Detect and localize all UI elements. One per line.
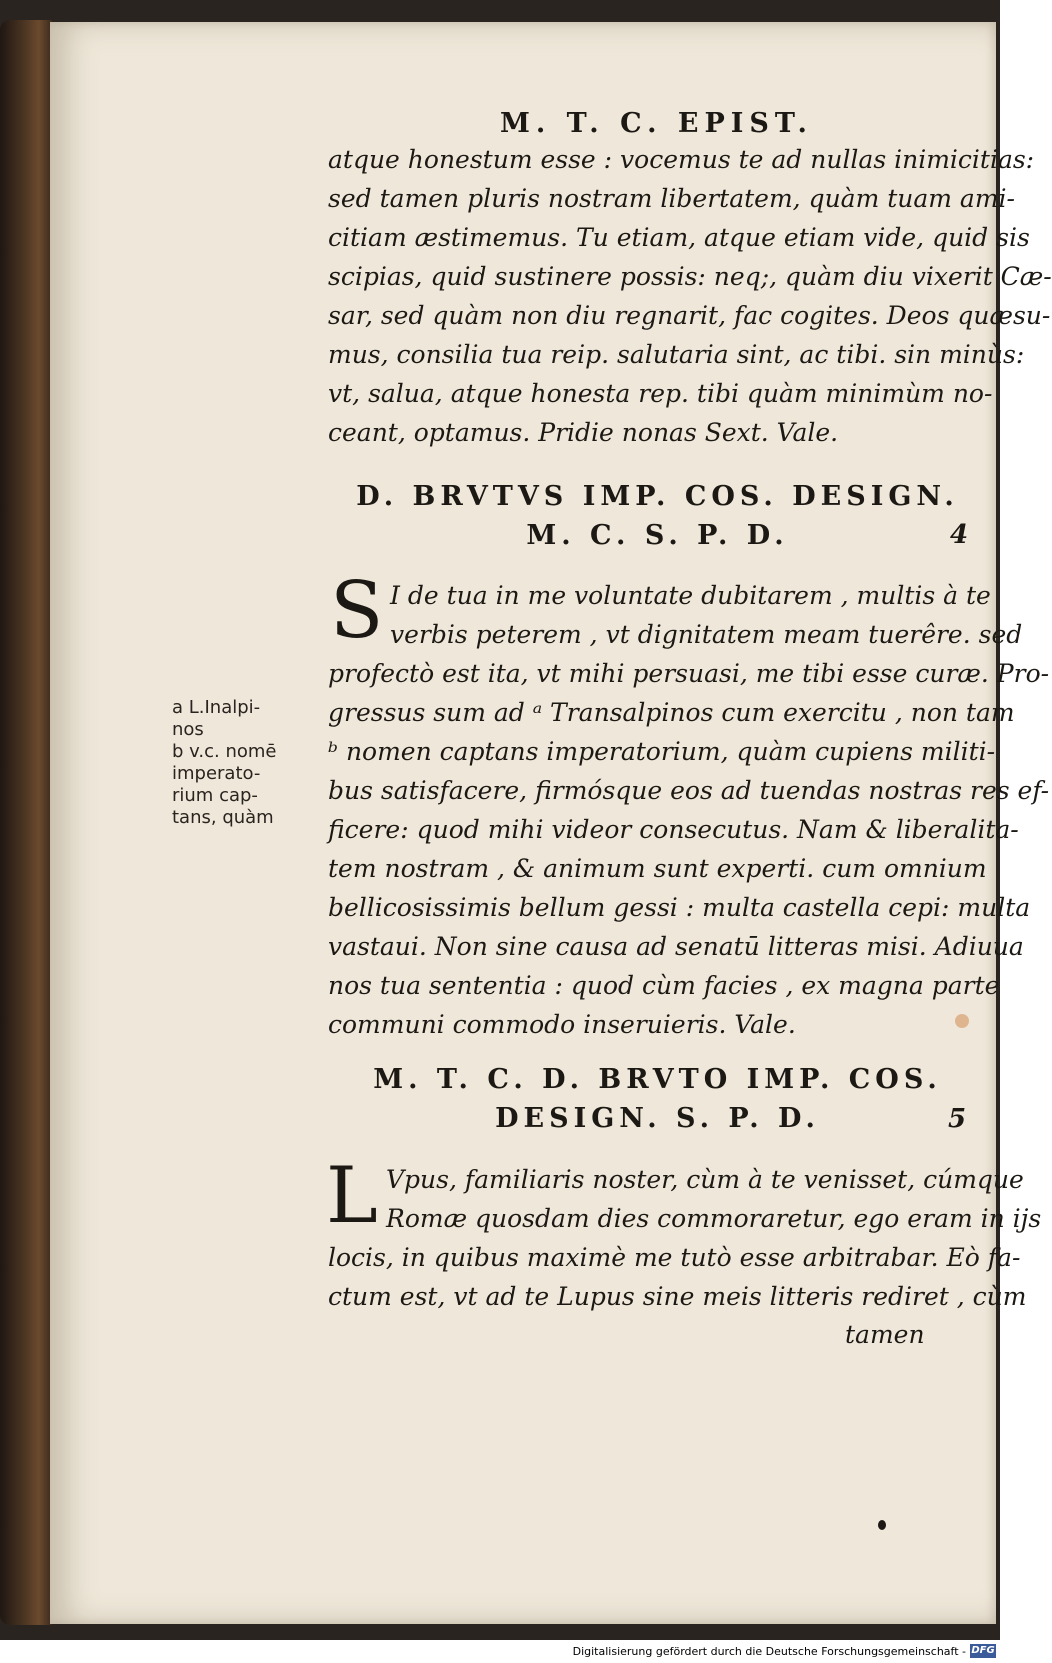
text-line: locis, in quibus maximè me tutò esse arbitrabar. Eò fa- [328,1243,1021,1272]
text-line: citiam æstimemus. Tu etiam, atque etiam vide, quid sis [328,223,1030,252]
margin-note-line: a L.Inalpi- [172,697,261,718]
letter4-text-top [390,576,1023,654]
letter4-number: 4 [950,520,969,550]
running-head: M. T. C. EPIST. [500,108,813,139]
text-line: Romæ quosdam dies commoraretur, ego eram in ijs [386,1204,1042,1233]
margin-note-line: imperato- [172,763,261,784]
text-line: verbis peterem , vt dignitatem meam tuerêre. sed [390,620,1023,649]
letter5-heading-line1: M. T. C. D. BRVTO IMP. COS. [373,1064,942,1095]
text-line: sar, sed quàm non diu regnarit, fac cogites. Deos quæsu- [328,301,1051,330]
letter5-text-top [386,1160,1042,1238]
catchword: tamen [845,1320,925,1349]
footer-credit: Digitalisierung gefördert durch die Deutsche Forschungsgemeinschaft - [572,1645,966,1658]
text-line: I de tua in me voluntate dubitarem , multis à te [390,581,991,610]
letter5-text [328,1238,1027,1316]
text-line: ceant, optamus. Pridie nonas Sext. Vale. [328,418,839,447]
text-line: ctum est, vt ad te Lupus sine meis litteris rediret , cùm [328,1282,1027,1311]
text-line: nos tua sententia : quod cùm facies , ex magna parte [328,971,1000,1000]
letter4-heading-line2: M. C. S. P. D. [526,520,789,551]
text-line: vastaui. Non sine causa ad senatū litteras misi. Adiuua [328,932,1024,961]
text-line: communi commodo inseruieris. Vale. [328,1010,796,1039]
text-line: sed tamen pluris nostram libertatem, quàm tuam ami- [328,184,1015,213]
paper-stain [955,1014,969,1028]
letter5-heading-line2: DESIGN. S. P. D. [495,1103,820,1134]
letter4-heading [345,477,970,555]
text-line: vt, salua, atque honesta rep. tibi quàm minimùm no- [328,379,993,408]
text-line: profectò est ita, vt mihi persuasi, me tibi esse curæ. Pro- [328,659,1050,688]
ink-dot [878,1520,886,1530]
text-line: bus satisfacere, firmósque eos ad tuendas nostras res ef- [328,776,1050,805]
margin-note-line: rium cap- [172,785,258,806]
text-line: scipias, quid sustinere possis: neq;, quàm diu vixerit Cæ- [328,262,1052,291]
text-line: bellicosissimis bellum gessi : multa castella cepi: multa [328,893,1031,922]
text-line: Vpus, familiaris noster, cùm à te venisset, cúmque [386,1165,1024,1194]
letter5-number: 5 [948,1104,967,1134]
letter4-heading-line1: D. BRVTVS IMP. COS. DESIGN. [356,481,959,512]
margin-note [172,697,312,829]
letter4-text [328,654,1050,1044]
letter5-heading [345,1060,970,1138]
text-line: atque honestum esse : vocemus te ad nullas inimicitias: [328,145,1035,174]
book-spine [0,20,52,1625]
letter4-dropcap: S [330,566,384,656]
dfg-logo: DFG [971,1645,995,1656]
digitization-footer [0,1641,1000,1663]
letter-prev-text [328,140,1052,452]
text-line: mus, consilia tua reip. salutaria sint, ac tibi. sin minùs: [328,340,1025,369]
margin-note-line: tans, quàm [172,807,274,828]
letter5-dropcap: L [326,1151,378,1241]
text-line: gressus sum ad ᵃ Transalpinos cum exercitu , non tam [328,698,1015,727]
margin-note-line: b v.c. nomē [172,741,277,762]
text-line: ficere: quod mihi videor consecutus. Nam & liberalita- [328,815,1019,844]
text-line: tem nostram , & animum sunt experti. cum omnium [328,854,987,883]
text-line: ᵇ nomen captans imperatorium, quàm cupiens militi- [328,737,996,766]
margin-note-line: nos [172,719,204,740]
